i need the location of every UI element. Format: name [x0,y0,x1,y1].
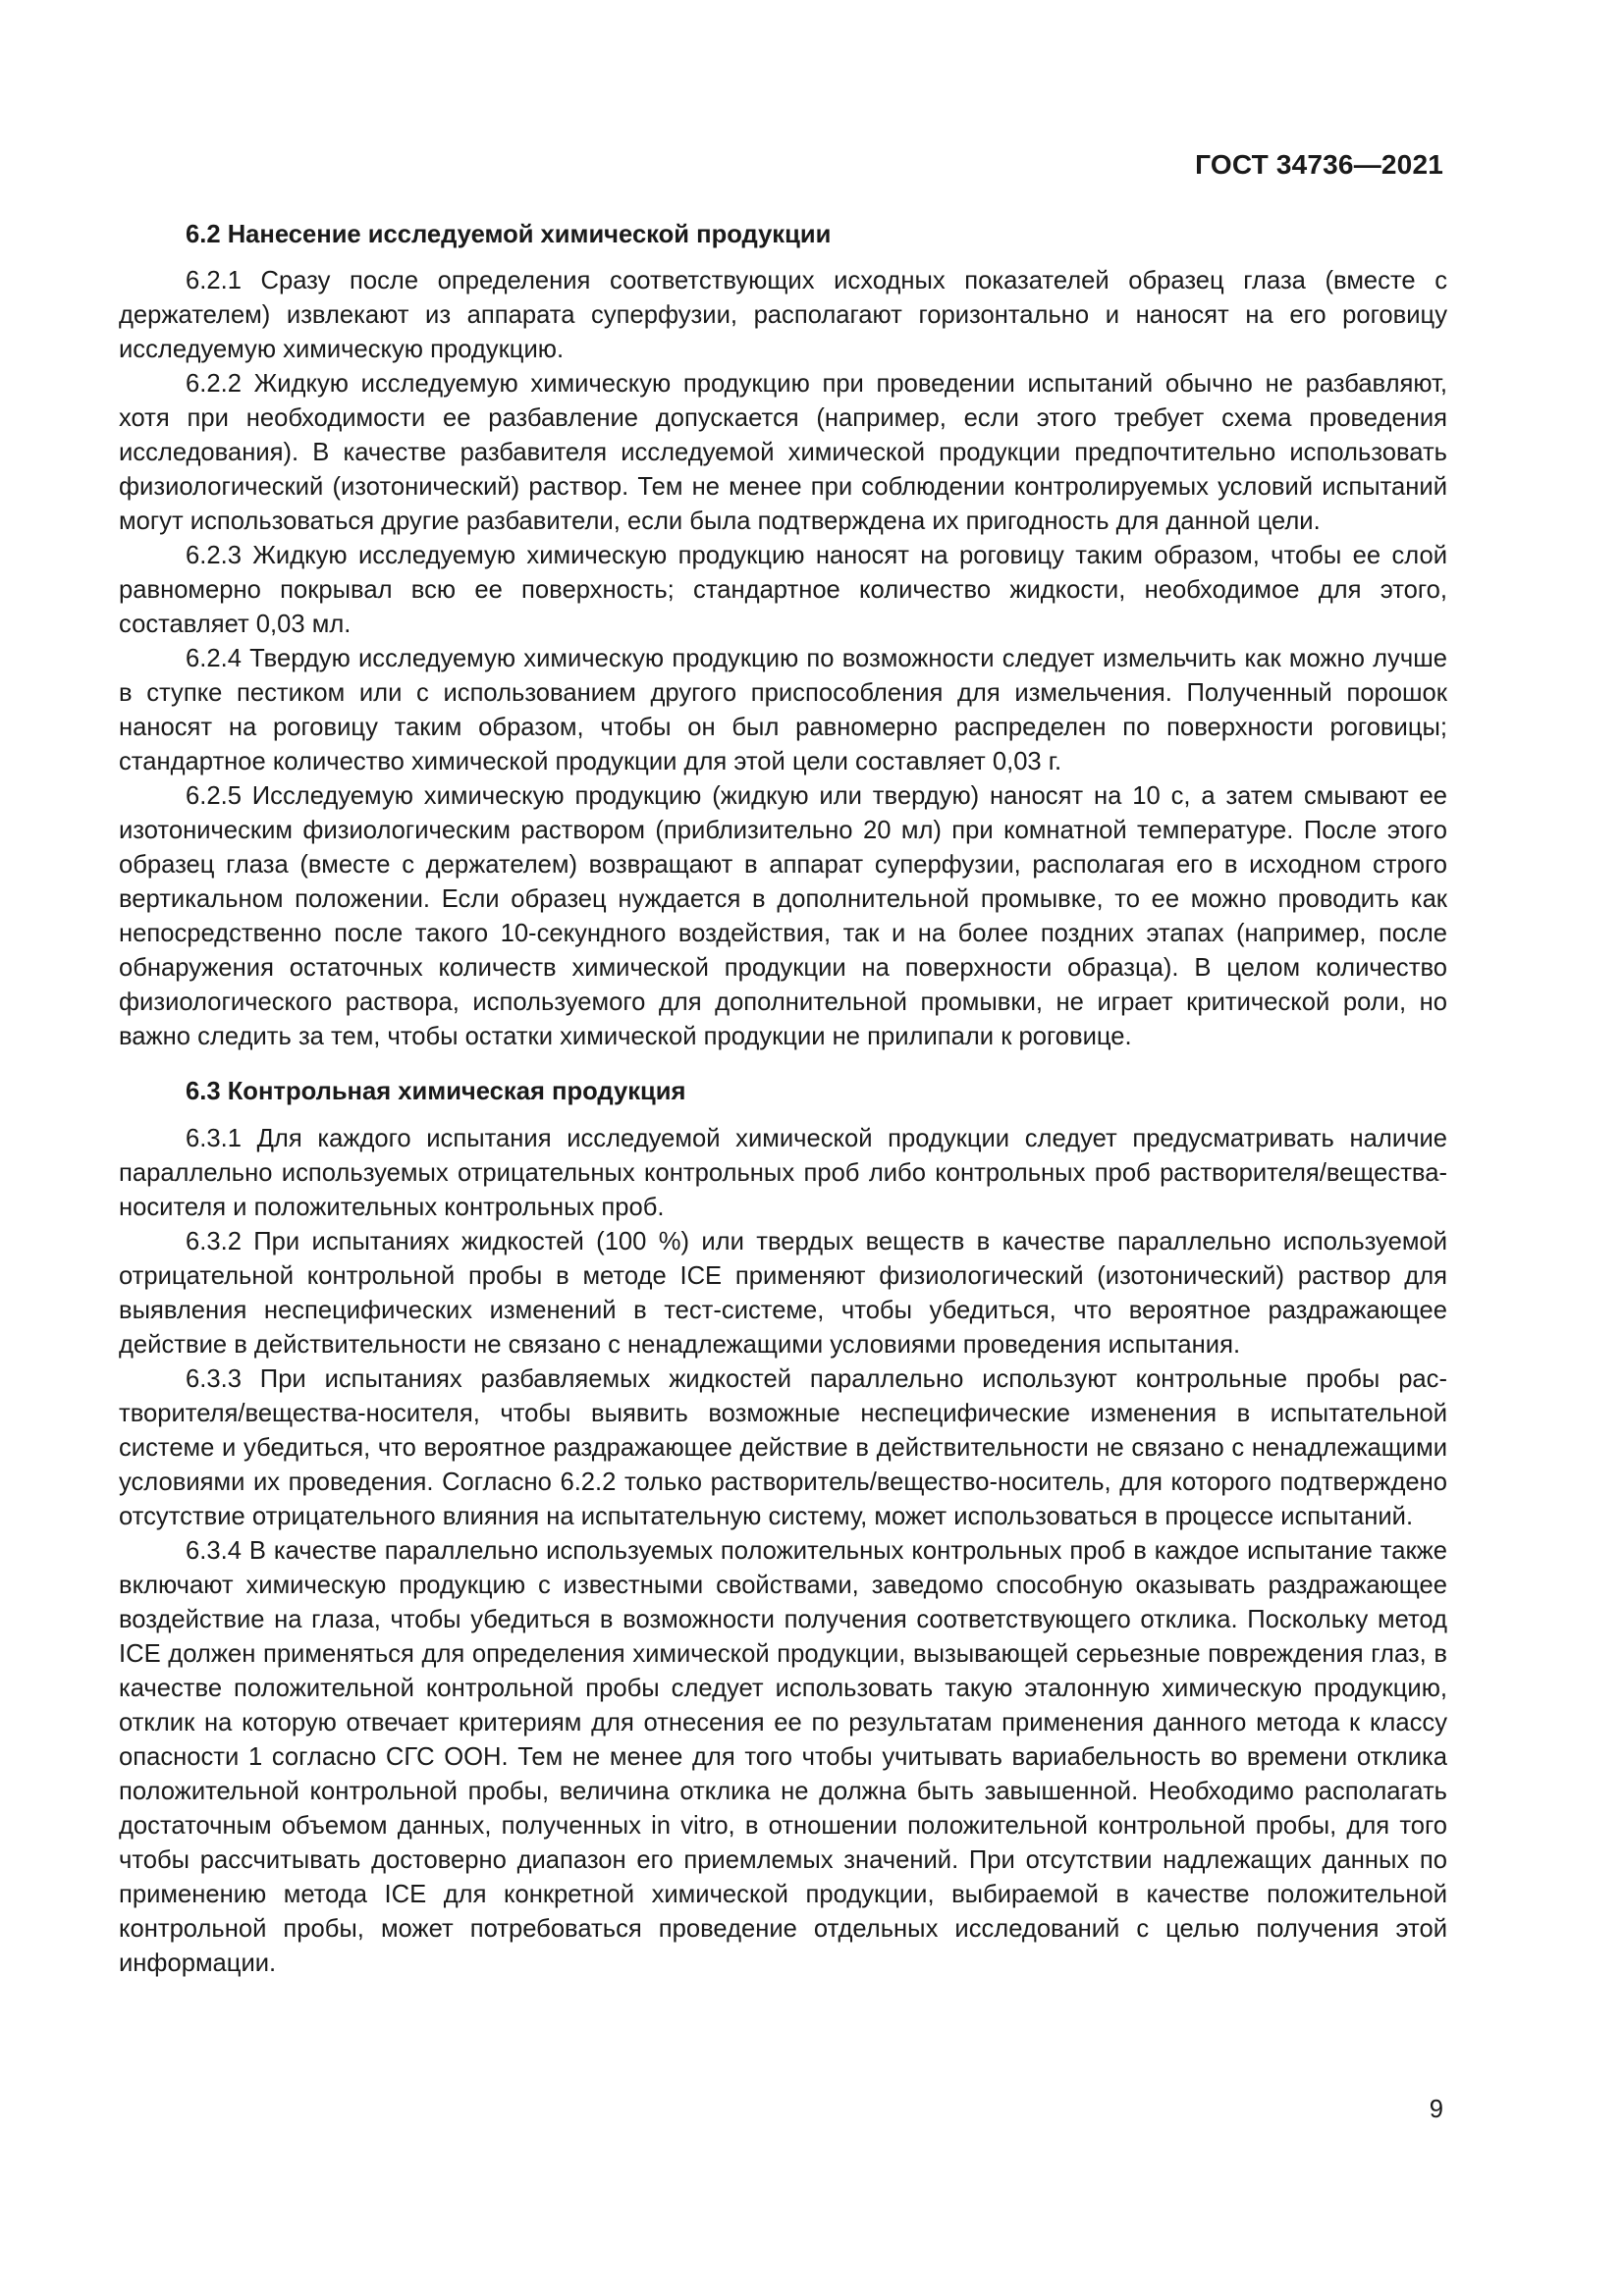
paragraph-6-2-1: 6.2.1 Сразу после определения соответствующих исходных показателей образец глаза (вместе с держателем) извлекают из аппарата суперфузии, располагают горизонтально и наносят на его роговицу исследуемую химическую продукцию. [119,267,1447,363]
page-number: 9 [1429,2096,1443,2123]
paragraph-6-2-2: 6.2.2 Жидкую исследуемую химическую продукцию при проведении испытаний обычно не разбавляют, хотя при необходимости ее разбавление допускается (например, если этого требует схема проведения исследования). В качестве разбавителя исследуемой химической продукции предпочтительно использовать физиологический (изотонический) раствор. Тем не менее при соблюдении контролируемых условий испытаний могут использоваться другие разбавители, если была подтверждена их пригодность для данной цели. [119,370,1447,535]
paragraph-6-2-5: 6.2.5 Исследуемую химическую продукцию (жидкую или твердую) наносят на 10 с, а затем смывают ее изотоническим физиологическим раствором (приблизительно 20 мл) при комнатной температуре. После этого образец глаза (вместе с держателем) возвращают в аппарат суперфузии, располагая его в исходном строго вертикальном положении. Если образец нуждается в дополнительной промывке, то ее можно проводить как непосредственно после такого 10-секундного воздействия, так и на более поздних этапах (например, после обнаружения остаточных количеств химической продукции на поверхности образца). В целом количество физиологического раствора, используемого для дополнительной промывки, не играет критической роли, но важно следить за тем, чтобы остатки химической продукции не прилипали к роговице. [119,782,1447,1050]
paragraph-6-3-1: 6.3.1 Для каждого испытания исследуемой химической продукции следует предусматривать наличие параллельно используемых отрицательных контрольных проб либо контрольных проб растворителя/вещества-носителя и положительных контрольных проб. [119,1125,1447,1221]
section-title-6-2: 6.2 Нанесение исследуемой химической продукции [186,221,832,248]
paragraph-6-3-4: 6.3.4 В качестве параллельно используемых положительных контрольных проб в каждое испытание также включают химическую продукцию с известными свойствами, заведомо способную оказывать раздражающее воздействие на глаза, чтобы убедиться в возможности получения соответствующего отклика. Поскольку метод ICE должен применяться для определения химической продукции, вызывающей серьезные повреждения глаз, в качестве положительной контрольной пробы следует использовать такую эталонную химическую продукцию, отклик на которую отвечает критериям для отнесения ее по результатам применения данного метода к классу опасности 1 согласно СГС ООН. Тем не менее для того чтобы учитывать вариабельность во времени отклика положительной контрольной пробы, величина отклика не должна быть завышенной. Необходимо располагать достаточным объемом данных, полученных in vitro, в отношении положительной контрольной пробы, для того чтобы рассчитывать достоверно диапазон его приемлемых значений. При отсутствии надлежащих данных по применению метода ICE для конкретной химической продукции, выбираемой в качестве положительной контрольной пробы, может потребоваться проведение отдельных исследований с целью получения этой информации. [119,1537,1447,1977]
paragraph-6-2-3: 6.2.3 Жидкую исследуемую химическую продукцию наносят на роговицу таким образом, чтобы ее слой равномерно покрывал всю ее поверхность; стандартное количество жидкости, необходимое для этого, составляет 0,03 мл. [119,542,1447,638]
paragraph-6-3-3: 6.3.3 При испытаниях разбавляемых жидкостей параллельно используют контрольные пробы растворителя/вещества-носителя, чтобы выявить возможные неспецифические изменения в испытательной системе и убедиться, что вероятное раздражающее действие в действительности не связано с ненадлежащими условиями их проведения. Согласно 6.2.2 только растворитель/вещество-носитель, для которого подтверждено отсутствие отрицательного влияния на испытательную систему, может использоваться в процессе испытаний. [119,1365,1447,1530]
section-title-6-3: 6.3 Контрольная химическая продукция [186,1078,686,1105]
standard-code-header: ГОСТ 34736—2021 [1195,149,1443,180]
paragraph-6-2-4: 6.2.4 Твердую исследуемую химическую продукцию по возможности следует измельчить как можно лучше в ступке пестиком или с использованием другого приспособления для измельчения. Полученный порошок наносят на роговицу таким образом, чтобы он был равномерно распределен по поверхности роговицы; стандартное количество химической продукции для этой цели составляет 0,03 г. [119,645,1447,775]
paragraph-6-3-2: 6.3.2 При испытаниях жидкостей (100 %) или твердых веществ в качестве параллельно используемой отрицательной контрольной пробы в методе ICE применяют физиологический (изотонический) раствор для выявления неспецифических изменений в тест-системе, чтобы убедиться, что вероятное раздражающее действие в действительности не связано с ненадлежащими условиями проведения испытания. [119,1228,1447,1359]
document-body [119,218,1447,1981]
